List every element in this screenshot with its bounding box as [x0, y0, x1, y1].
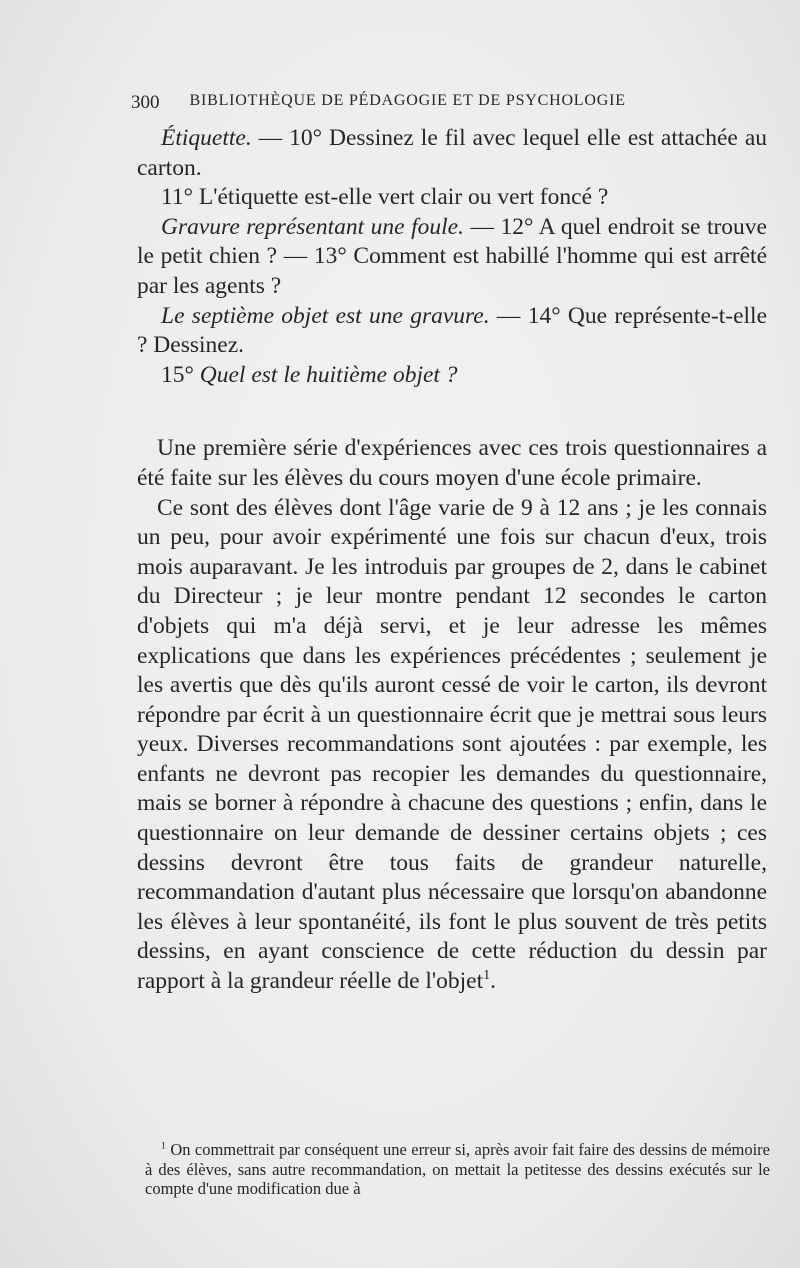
- question-label: Gravure représentant une foule.: [161, 213, 464, 240]
- footnote-reference[interactable]: 1: [483, 967, 491, 984]
- running-header: [131, 92, 691, 114]
- question-label: Le septième objet est une gravure.: [161, 302, 490, 329]
- question-italic: Quel est le huitième objet ?: [199, 361, 458, 388]
- footnote-marker: 1: [161, 1140, 166, 1152]
- question-text: — 14° Que représente-t-elle ? Dessinez.: [137, 302, 767, 359]
- paragraph-method-text: Ce sont des élèves dont l'âge varie de 9 à 12 ans ; je les connais un peu, pour avoir expérimenté une fois sur chacun d'eux, trois mois auparavant. Je les introduis par groupes de 2, dans le cabinet du Directeur ; je leur montre pendant 12 secondes le carton d'objets qui m'a déjà servi, et je leur adresse les mêmes explications que dans les expériences précédentes ; seulement je les avertis que dès qu'ils auront cessé de voir le carton, ils devront répondre par écrit à un questionnaire écrit que je mettrai sous leurs yeux. Diverses recommandations sont ajoutées : par exemple, les enfants ne devront pas recopier les demandes du questionnaire, mais se borner à répondre à chacune des questions ; enfin, dans le questionnaire on leur demande de dessiner certains objets ; ces dessins devront être tous faits de grandeur naturelle, recommandation d'autant plus nécessaire que lorsqu'on abandonne les élèves à leur spontanéité, ils font le plus souvent de très petits dessins, en ayant conscience de cette réduction du dessin par rapport à la grandeur réelle de l'objet: [137, 494, 767, 995]
- question-text: — 10° Dessinez le fil avec lequel elle est attachée au carton.: [137, 125, 767, 181]
- footnote-text-block: [145, 1140, 770, 1199]
- question-etiquette: [137, 124, 767, 183]
- question-text: 11° L'étiquette est-elle vert clair ou vert foncé ?: [161, 184, 609, 211]
- page-number: 300: [131, 92, 160, 113]
- question-color: [137, 183, 767, 213]
- footnote: [145, 1140, 770, 1199]
- question-gravure-foule: [137, 213, 767, 302]
- paragraph-first-series: Une première série d'expériences avec ces trois questionnaires a été faite sur les élèves du cours moyen d'une école primaire.: [137, 435, 767, 491]
- page-body: [137, 124, 767, 997]
- question-huitieme-objet: [137, 361, 767, 391]
- question-septieme-objet: [137, 302, 767, 361]
- question-number: 15°: [161, 361, 200, 388]
- footnote-text: On commettrait par conséquent une erreur si, après avoir fait faire des dessins de mémoire à des élèves, sans autre recommandation, on mettait la petitesse des dessins exécutés sur le compte d'une modification due à: [145, 1140, 771, 1198]
- paragraph-method: Ce sont des élèves dont l'âge varie de 9 à 12 ans ; je les connais un peu, pour avoir expérimenté une fois sur chacun d'eux, trois mois auparavant. Je les introduis par groupes de 2, dans le cabinet du Directeur ; je leur montre pendant 12 secondes le carton d'objets qui m'a déjà servi, et je leur adresse les mêmes explications que dans les expériences précédentes ; seulement je les avertis que dès qu'ils auront cessé de voir le carton, ils devront répondre par écrit à un questionnaire écrit que je mettrai sous leurs yeux. Diverses recommandations sont ajoutées : par exemple, les enfants ne devront pas recopier les demandes du questionnaire, mais se borner à répondre à chacune des questions ; enfin, dans le questionnaire on leur demande de dessiner certains objets ; ces dessins devront être tous faits de grandeur naturelle, recommandation d'autant plus nécessaire que lorsqu'on abandonne les élèves à leur spontanéité, ils font le plus souvent de très petits dessins, en ayant conscience de cette réduction du dessin par rapport à la grandeur réelle de l'objet$^1$.: [137, 494, 767, 995]
- question-text: — 12° A quel endroit se trouve le petit chien ? — 13° Comment est habillé l'homme qui est arrêté par les agents ?: [137, 213, 767, 299]
- question-label: Étiquette.: [161, 125, 252, 151]
- running-title: BIBLIOTHÈQUE DE PÉDAGOGIE ET DE PSYCHOLOGIE: [189, 92, 626, 109]
- section-gap: [137, 390, 767, 434]
